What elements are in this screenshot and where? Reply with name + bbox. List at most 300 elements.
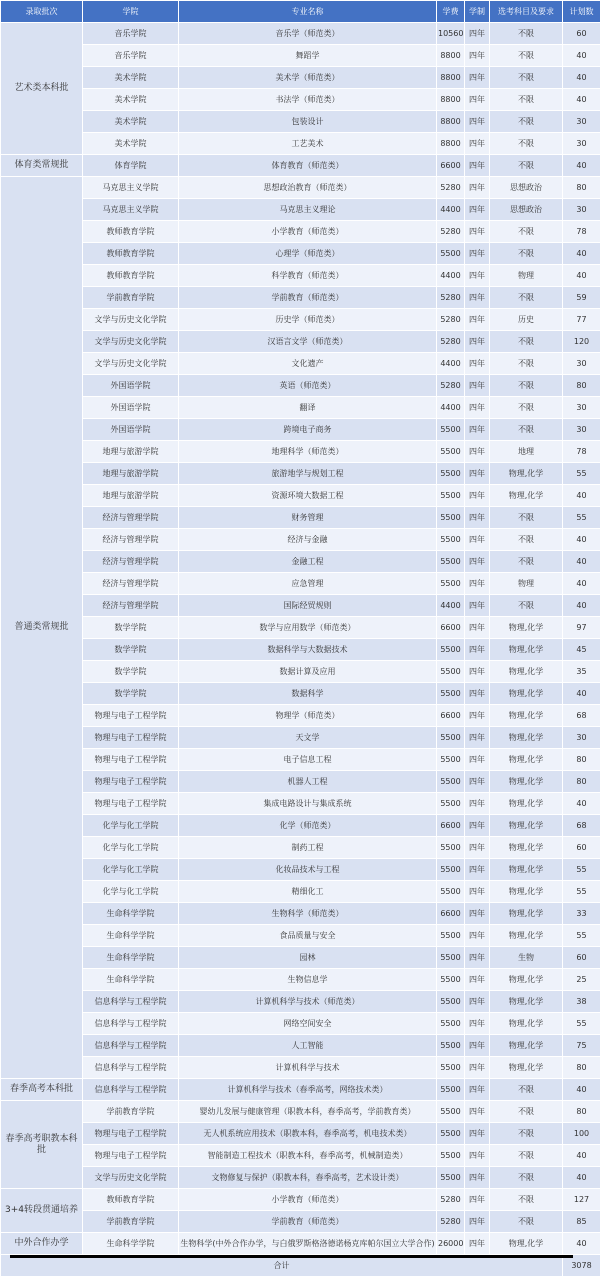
subject-cell: 不限 — [490, 529, 563, 551]
tuition-cell: 6600 — [437, 705, 465, 727]
plan-count-cell: 30 — [563, 133, 600, 155]
college-cell: 信息科学与工程学院 — [83, 1035, 179, 1057]
tuition-cell: 5500 — [437, 485, 465, 507]
tuition-cell: 5500 — [437, 881, 465, 903]
batch-cell: 春季高考本科批 — [1, 1079, 83, 1101]
plan-count-cell: 68 — [563, 815, 600, 837]
college-cell: 物理与电子工程学院 — [83, 1145, 179, 1167]
table-row — [1, 683, 600, 705]
tuition-cell: 4400 — [437, 265, 465, 287]
subject-cell: 物理,化学 — [490, 727, 563, 749]
plan-count-cell: 40 — [563, 45, 600, 67]
plan-count-cell: 30 — [563, 727, 600, 749]
college-cell: 文学与历史文化学院 — [83, 309, 179, 331]
duration-cell: 四年 — [465, 287, 490, 309]
subject-cell: 不限 — [490, 111, 563, 133]
major-cell: 生物信息学 — [179, 969, 437, 991]
duration-cell: 四年 — [465, 243, 490, 265]
table-row — [1, 1035, 600, 1057]
subject-cell: 思想政治 — [490, 199, 563, 221]
tuition-cell: 4400 — [437, 199, 465, 221]
college-cell: 生命科学学院 — [83, 969, 179, 991]
college-cell: 信息科学与工程学院 — [83, 991, 179, 1013]
subject-cell: 不限 — [490, 375, 563, 397]
subject-cell: 不限 — [490, 67, 563, 89]
table-row — [1, 1101, 600, 1123]
subject-cell: 物理,化学 — [490, 463, 563, 485]
duration-cell: 四年 — [465, 1013, 490, 1035]
college-cell: 化学与化工学院 — [83, 859, 179, 881]
tuition-cell: 5500 — [437, 683, 465, 705]
subject-cell: 物理,化学 — [490, 925, 563, 947]
subject-cell: 不限 — [490, 1101, 563, 1123]
college-cell: 化学与化工学院 — [83, 837, 179, 859]
table-body — [1, 23, 600, 1255]
duration-cell: 四年 — [465, 309, 490, 331]
college-cell: 马克思主义学院 — [83, 199, 179, 221]
tuition-cell: 6600 — [437, 815, 465, 837]
batch-cell: 春季高考职教本科批 — [1, 1101, 83, 1189]
major-cell: 无人机系统应用技术（职教本科，春季高考，机电技术类） — [179, 1123, 437, 1145]
subject-cell: 不限 — [490, 243, 563, 265]
major-cell: 学前教育（师范类） — [179, 287, 437, 309]
subject-cell: 物理,化学 — [490, 991, 563, 1013]
duration-cell: 四年 — [465, 837, 490, 859]
college-cell: 教师教育学院 — [83, 265, 179, 287]
duration-cell: 四年 — [465, 969, 490, 991]
subject-cell: 不限 — [490, 287, 563, 309]
college-cell: 学前教育学院 — [83, 287, 179, 309]
duration-cell: 四年 — [465, 397, 490, 419]
duration-cell: 四年 — [465, 45, 490, 67]
tuition-cell: 5500 — [437, 1013, 465, 1035]
table-row — [1, 881, 600, 903]
subject-cell: 不限 — [490, 331, 563, 353]
major-cell: 计算机科学与技术（春季高考，网络技术类） — [179, 1079, 437, 1101]
plan-count-cell: 40 — [563, 1145, 600, 1167]
plan-count-cell: 55 — [563, 881, 600, 903]
tuition-cell: 5500 — [437, 947, 465, 969]
subject-cell: 不限 — [490, 155, 563, 177]
major-cell: 文化遗产 — [179, 353, 437, 375]
subject-cell: 不限 — [490, 595, 563, 617]
tuition-cell: 4400 — [437, 397, 465, 419]
table-row — [1, 177, 600, 199]
major-cell: 数据科学 — [179, 683, 437, 705]
table-row — [1, 1189, 600, 1211]
total-value: 3078 — [563, 1255, 600, 1277]
subject-cell: 历史 — [490, 309, 563, 331]
plan-count-cell: 33 — [563, 903, 600, 925]
table-row — [1, 155, 600, 177]
duration-cell: 四年 — [465, 1079, 490, 1101]
college-cell: 教师教育学院 — [83, 221, 179, 243]
plan-count-cell: 45 — [563, 639, 600, 661]
major-cell: 天文学 — [179, 727, 437, 749]
plan-count-cell: 60 — [563, 947, 600, 969]
duration-cell: 四年 — [465, 441, 490, 463]
plan-count-cell: 55 — [563, 463, 600, 485]
duration-cell: 四年 — [465, 1167, 490, 1189]
tuition-cell: 5500 — [437, 1101, 465, 1123]
major-cell: 物理学（师范类） — [179, 705, 437, 727]
plan-count-cell: 35 — [563, 661, 600, 683]
major-cell: 食品质量与安全 — [179, 925, 437, 947]
tuition-cell: 5500 — [437, 969, 465, 991]
subject-cell: 物理,化学 — [490, 903, 563, 925]
subject-cell: 不限 — [490, 133, 563, 155]
duration-cell: 四年 — [465, 331, 490, 353]
duration-cell: 四年 — [465, 111, 490, 133]
table-row — [1, 463, 600, 485]
plan-count-cell: 40 — [563, 1233, 600, 1255]
college-cell: 教师教育学院 — [83, 243, 179, 265]
major-cell: 英语（师范类） — [179, 375, 437, 397]
subject-cell: 不限 — [490, 1123, 563, 1145]
table-row — [1, 617, 600, 639]
major-cell: 金融工程 — [179, 551, 437, 573]
plan-count-cell: 30 — [563, 353, 600, 375]
table-row — [1, 397, 600, 419]
tuition-cell: 5280 — [437, 375, 465, 397]
tuition-cell: 5500 — [437, 1145, 465, 1167]
tuition-cell: 5500 — [437, 991, 465, 1013]
duration-cell: 四年 — [465, 89, 490, 111]
plan-count-cell: 75 — [563, 1035, 600, 1057]
header-college: 学院 — [83, 1, 179, 23]
major-cell: 化学（师范类） — [179, 815, 437, 837]
college-cell: 化学与化工学院 — [83, 815, 179, 837]
duration-cell: 四年 — [465, 683, 490, 705]
subject-cell: 不限 — [490, 507, 563, 529]
major-cell: 思想政治教育（师范类） — [179, 177, 437, 199]
college-cell: 数学学院 — [83, 661, 179, 683]
college-cell: 物理与电子工程学院 — [83, 793, 179, 815]
batch-cell: 3+4转段贯通培养 — [1, 1189, 83, 1233]
major-cell: 集成电路设计与集成系统 — [179, 793, 437, 815]
college-cell: 音乐学院 — [83, 45, 179, 67]
subject-cell: 生物 — [490, 947, 563, 969]
table-row — [1, 1057, 600, 1079]
duration-cell: 四年 — [465, 221, 490, 243]
duration-cell: 四年 — [465, 1145, 490, 1167]
subject-cell: 物理,化学 — [490, 837, 563, 859]
subject-cell: 不限 — [490, 419, 563, 441]
plan-count-cell: 40 — [563, 155, 600, 177]
batch-cell: 艺术类本科批 — [1, 23, 83, 155]
subject-cell: 不限 — [490, 1189, 563, 1211]
tuition-cell: 8800 — [437, 111, 465, 133]
duration-cell: 四年 — [465, 199, 490, 221]
tuition-cell: 5500 — [437, 1035, 465, 1057]
table-row — [1, 1233, 600, 1255]
college-cell: 生命科学学院 — [83, 947, 179, 969]
duration-cell: 四年 — [465, 1123, 490, 1145]
tuition-cell: 4400 — [437, 353, 465, 375]
plan-count-cell: 40 — [563, 529, 600, 551]
subject-cell: 不限 — [490, 397, 563, 419]
major-cell: 汉语言文学（师范类） — [179, 331, 437, 353]
tuition-cell: 5500 — [437, 243, 465, 265]
header-major: 专业名称 — [179, 1, 437, 23]
major-cell: 小学教育（师范类） — [179, 221, 437, 243]
college-cell: 物理与电子工程学院 — [83, 727, 179, 749]
duration-cell: 四年 — [465, 881, 490, 903]
plan-count-cell: 97 — [563, 617, 600, 639]
subject-cell: 不限 — [490, 89, 563, 111]
plan-count-cell: 60 — [563, 23, 600, 45]
table-row — [1, 441, 600, 463]
table-row — [1, 133, 600, 155]
table-row — [1, 837, 600, 859]
college-cell: 经济与管理学院 — [83, 551, 179, 573]
college-cell: 信息科学与工程学院 — [83, 1057, 179, 1079]
duration-cell: 四年 — [465, 705, 490, 727]
major-cell: 数据计算及应用 — [179, 661, 437, 683]
college-cell: 数学学院 — [83, 617, 179, 639]
subject-cell: 物理,化学 — [490, 1013, 563, 1035]
table-row — [1, 925, 600, 947]
subject-cell: 物理 — [490, 265, 563, 287]
tuition-cell: 6600 — [437, 617, 465, 639]
table-row — [1, 111, 600, 133]
plan-count-cell: 77 — [563, 309, 600, 331]
subject-cell: 物理,化学 — [490, 485, 563, 507]
college-cell: 外国语学院 — [83, 375, 179, 397]
tuition-cell: 10560 — [437, 23, 465, 45]
tuition-cell: 5500 — [437, 771, 465, 793]
duration-cell: 四年 — [465, 1057, 490, 1079]
duration-cell: 四年 — [465, 991, 490, 1013]
duration-cell: 四年 — [465, 573, 490, 595]
tuition-cell: 5500 — [437, 1123, 465, 1145]
tuition-cell: 5500 — [437, 837, 465, 859]
tuition-cell: 5500 — [437, 727, 465, 749]
major-cell: 历史学（师范类） — [179, 309, 437, 331]
duration-cell: 四年 — [465, 1035, 490, 1057]
tuition-cell: 5280 — [437, 287, 465, 309]
college-cell: 马克思主义学院 — [83, 177, 179, 199]
subject-cell: 物理,化学 — [490, 1035, 563, 1057]
subject-cell: 物理,化学 — [490, 771, 563, 793]
duration-cell: 四年 — [465, 133, 490, 155]
table-row — [1, 419, 600, 441]
plan-count-cell: 80 — [563, 1101, 600, 1123]
table-row — [1, 507, 600, 529]
subject-cell: 物理,化学 — [490, 793, 563, 815]
tuition-cell: 8800 — [437, 133, 465, 155]
plan-count-cell: 30 — [563, 199, 600, 221]
tuition-cell: 5500 — [437, 419, 465, 441]
subject-cell: 物理,化学 — [490, 1057, 563, 1079]
tuition-cell: 5500 — [437, 661, 465, 683]
tuition-cell: 5280 — [437, 331, 465, 353]
table-row — [1, 727, 600, 749]
subject-cell: 物理,化学 — [490, 639, 563, 661]
table-row — [1, 771, 600, 793]
major-cell: 书法学（师范类） — [179, 89, 437, 111]
batch-cell: 中外合作办学 — [1, 1233, 83, 1255]
table-row — [1, 199, 600, 221]
header-row — [1, 1, 600, 23]
plan-count-cell: 30 — [563, 111, 600, 133]
table-row — [1, 353, 600, 375]
duration-cell: 四年 — [465, 1211, 490, 1233]
college-cell: 数学学院 — [83, 639, 179, 661]
major-cell: 婴幼儿发展与健康管理（职教本科，春季高考，学前教育类） — [179, 1101, 437, 1123]
tuition-cell: 5500 — [437, 1167, 465, 1189]
plan-count-cell: 40 — [563, 573, 600, 595]
major-cell: 计算机科学与技术 — [179, 1057, 437, 1079]
tuition-cell: 5280 — [437, 177, 465, 199]
college-cell: 经济与管理学院 — [83, 573, 179, 595]
major-cell: 学前教育（师范类） — [179, 1211, 437, 1233]
major-cell: 财务管理 — [179, 507, 437, 529]
plan-count-cell: 80 — [563, 177, 600, 199]
duration-cell: 四年 — [465, 815, 490, 837]
college-cell: 地理与旅游学院 — [83, 441, 179, 463]
plan-count-cell: 55 — [563, 507, 600, 529]
major-cell: 人工智能 — [179, 1035, 437, 1057]
duration-cell: 四年 — [465, 771, 490, 793]
subject-cell: 物理,化学 — [490, 705, 563, 727]
college-cell: 物理与电子工程学院 — [83, 1123, 179, 1145]
major-cell: 科学教育（师范类） — [179, 265, 437, 287]
table-row — [1, 551, 600, 573]
major-cell: 智能制造工程技术（职教本科，春季高考，机械制造类） — [179, 1145, 437, 1167]
plan-count-cell: 40 — [563, 595, 600, 617]
college-cell: 经济与管理学院 — [83, 529, 179, 551]
plan-count-cell: 38 — [563, 991, 600, 1013]
college-cell: 美术学院 — [83, 133, 179, 155]
table-row — [1, 243, 600, 265]
table-row — [1, 661, 600, 683]
subject-cell: 物理,化学 — [490, 749, 563, 771]
tuition-cell: 5500 — [437, 1079, 465, 1101]
subject-cell: 物理,化学 — [490, 683, 563, 705]
tuition-cell: 5500 — [437, 529, 465, 551]
college-cell: 学前教育学院 — [83, 1211, 179, 1233]
tuition-cell: 26000 — [437, 1233, 465, 1255]
duration-cell: 四年 — [465, 375, 490, 397]
college-cell: 地理与旅游学院 — [83, 485, 179, 507]
major-cell: 生物科学（师范类） — [179, 903, 437, 925]
header-duration: 学制 — [465, 1, 490, 23]
major-cell: 经济与金融 — [179, 529, 437, 551]
college-cell: 物理与电子工程学院 — [83, 749, 179, 771]
tuition-cell: 6600 — [437, 903, 465, 925]
duration-cell: 四年 — [465, 485, 490, 507]
subject-cell: 物理,化学 — [490, 859, 563, 881]
duration-cell: 四年 — [465, 507, 490, 529]
plan-count-cell: 80 — [563, 749, 600, 771]
tuition-cell: 5500 — [437, 793, 465, 815]
tuition-cell: 5500 — [437, 551, 465, 573]
major-cell: 国际经贸规则 — [179, 595, 437, 617]
duration-cell: 四年 — [465, 925, 490, 947]
duration-cell: 四年 — [465, 859, 490, 881]
college-cell: 数学学院 — [83, 683, 179, 705]
plan-count-cell: 40 — [563, 551, 600, 573]
major-cell: 网络空间安全 — [179, 1013, 437, 1035]
major-cell: 化妆品技术与工程 — [179, 859, 437, 881]
subject-cell: 物理,化学 — [490, 881, 563, 903]
table-row — [1, 1013, 600, 1035]
college-cell: 地理与旅游学院 — [83, 463, 179, 485]
table-row — [1, 903, 600, 925]
plan-count-cell: 85 — [563, 1211, 600, 1233]
header-plan-count: 计划数 — [563, 1, 600, 23]
total-label: 合计 — [1, 1255, 563, 1277]
table-row — [1, 573, 600, 595]
tuition-cell: 5500 — [437, 463, 465, 485]
table-row — [1, 815, 600, 837]
plan-count-cell: 100 — [563, 1123, 600, 1145]
college-cell: 经济与管理学院 — [83, 507, 179, 529]
table-row — [1, 595, 600, 617]
duration-cell: 四年 — [465, 1189, 490, 1211]
duration-cell: 四年 — [465, 1101, 490, 1123]
table-row — [1, 529, 600, 551]
tuition-cell: 8800 — [437, 67, 465, 89]
table-row — [1, 1167, 600, 1189]
major-cell: 园林 — [179, 947, 437, 969]
subject-cell: 不限 — [490, 551, 563, 573]
tuition-cell: 5500 — [437, 639, 465, 661]
college-cell: 经济与管理学院 — [83, 595, 179, 617]
tuition-cell: 8800 — [437, 45, 465, 67]
major-cell: 心理学（师范类） — [179, 243, 437, 265]
major-cell: 美术学（师范类） — [179, 67, 437, 89]
college-cell: 教师教育学院 — [83, 1189, 179, 1211]
plan-count-cell: 80 — [563, 771, 600, 793]
table-row — [1, 45, 600, 67]
plan-count-cell: 40 — [563, 67, 600, 89]
major-cell: 音乐学（师范类） — [179, 23, 437, 45]
table-row — [1, 969, 600, 991]
table-row — [1, 1123, 600, 1145]
table-row — [1, 67, 600, 89]
tuition-cell: 5500 — [437, 573, 465, 595]
duration-cell: 四年 — [465, 23, 490, 45]
plan-count-cell: 59 — [563, 287, 600, 309]
duration-cell: 四年 — [465, 265, 490, 287]
tuition-cell: 4400 — [437, 595, 465, 617]
subject-cell: 物理 — [490, 573, 563, 595]
plan-count-cell: 25 — [563, 969, 600, 991]
duration-cell: 四年 — [465, 793, 490, 815]
major-cell: 资源环境大数据工程 — [179, 485, 437, 507]
duration-cell: 四年 — [465, 595, 490, 617]
major-cell: 体育教育（师范类） — [179, 155, 437, 177]
major-cell: 电子信息工程 — [179, 749, 437, 771]
table-row — [1, 309, 600, 331]
plan-count-cell: 40 — [563, 683, 600, 705]
college-cell: 美术学院 — [83, 89, 179, 111]
major-cell: 制药工程 — [179, 837, 437, 859]
major-cell: 文物修复与保护（职教本科，春季高考，艺术设计类） — [179, 1167, 437, 1189]
table-row — [1, 991, 600, 1013]
duration-cell: 四年 — [465, 419, 490, 441]
major-cell: 机器人工程 — [179, 771, 437, 793]
header-tuition: 学费 — [437, 1, 465, 23]
table-row — [1, 331, 600, 353]
tuition-cell: 5500 — [437, 925, 465, 947]
subject-cell: 不限 — [490, 1079, 563, 1101]
major-cell: 数据科学与大数据技术 — [179, 639, 437, 661]
plan-count-cell: 60 — [563, 837, 600, 859]
plan-count-cell: 78 — [563, 441, 600, 463]
